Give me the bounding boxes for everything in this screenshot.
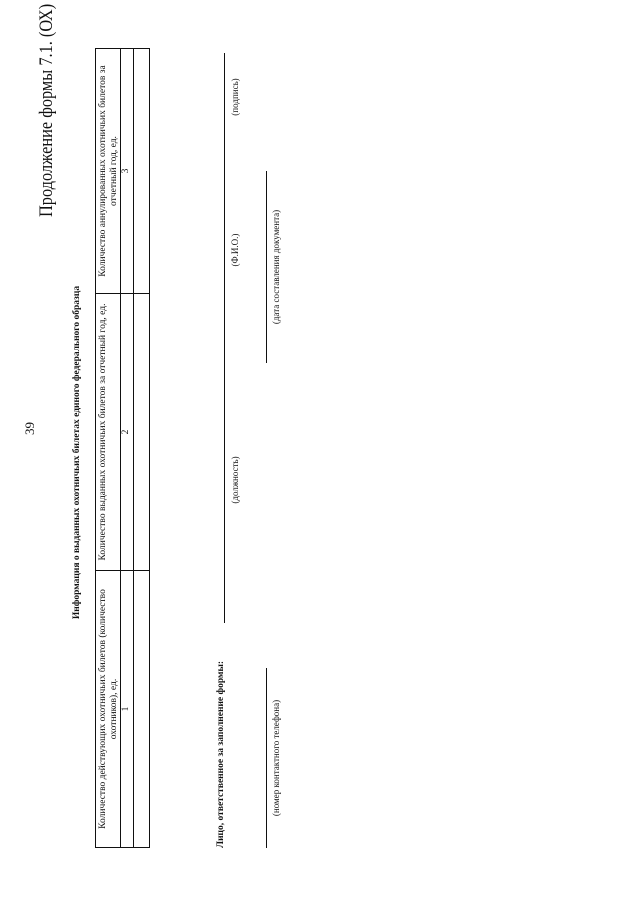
full-name-caption: (Ф.И.О.) [230,233,240,267]
hunting-tickets-table [95,48,150,848]
signature-caption: (подпись) [230,78,240,116]
column-number-row [121,49,134,848]
table-data-row [134,49,150,848]
position-caption: (должность) [230,456,240,504]
data-cell-issued-tickets[interactable] [134,294,150,571]
column-number: 2 [121,294,134,571]
column-number: 3 [121,49,134,294]
column-header-active-tickets: Количество действующих охотничьих билетов (количество охотников), ед. [96,571,121,848]
phone-number-line[interactable] [266,668,267,848]
page-number: 39 [22,422,37,435]
column-number: 1 [121,571,134,848]
column-header-issued-tickets: Количество выданных охотничьих билетов за отчетный год, ед. [96,294,121,571]
responsible-person-label: Лицо, ответственное за заполнение формы: [216,660,226,848]
phone-number-caption: (номер контактного телефона) [271,699,281,817]
table-title: Информация о выданных охотничьих билетах единого федерального образца [72,285,82,620]
document-date-caption: (дата составления документа) [271,209,281,325]
responsible-person-signature-line[interactable] [224,53,225,623]
data-cell-cancelled-tickets[interactable] [134,49,150,294]
document-date-line[interactable] [266,171,267,363]
table-header-row [96,49,121,848]
form-continuation-heading: Продолжение формы 7.1. (ОХ) [36,3,57,217]
data-cell-active-tickets[interactable] [134,571,150,848]
column-header-cancelled-tickets: Количество аннулированных охотничьих билетов за отчетный год, ед. [96,49,121,294]
